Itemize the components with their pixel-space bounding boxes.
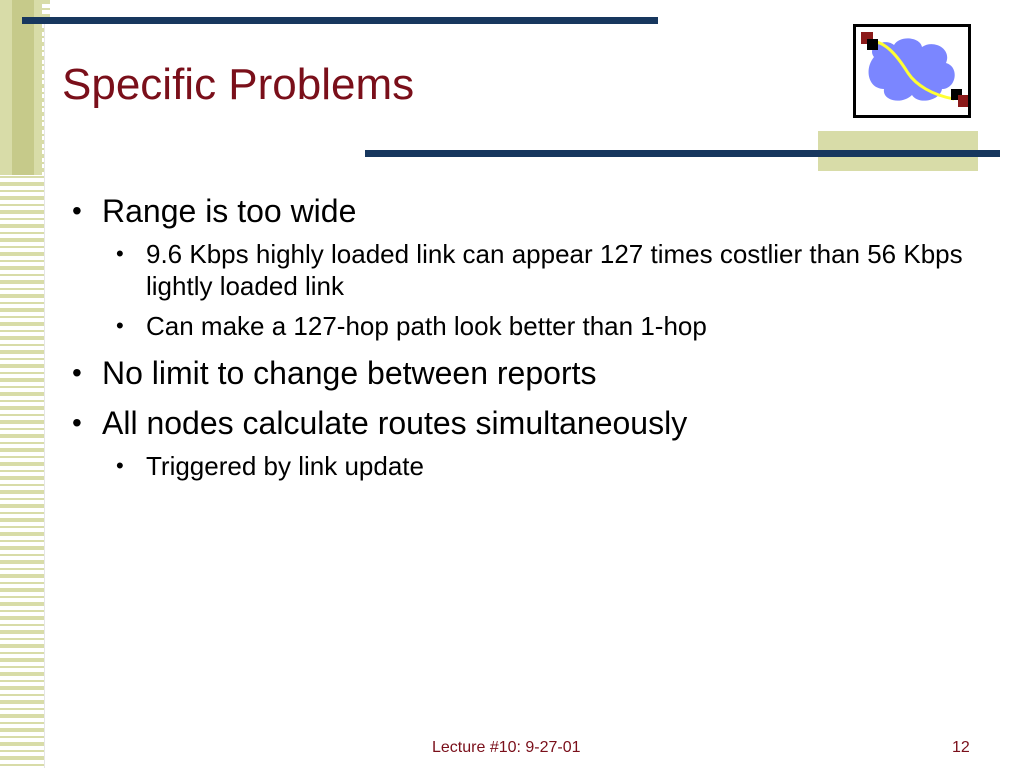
bullet-3 xyxy=(62,404,982,442)
slide-title: Specific Problems xyxy=(62,60,415,109)
left-solid-band-inner xyxy=(12,0,34,175)
bullet-dot-icon: • xyxy=(72,195,82,226)
bullet-dot-icon: • xyxy=(116,241,124,266)
bullet-1 xyxy=(62,192,982,230)
node-red-bottomright xyxy=(958,95,968,107)
sub-bullet-3-1 xyxy=(62,450,982,482)
title-underline-rule xyxy=(365,150,1000,157)
sub-bullet-3-1-text: Triggered by link update xyxy=(146,451,424,481)
logo xyxy=(853,24,971,118)
slide-content xyxy=(62,180,982,482)
node-black-topleft xyxy=(867,39,878,50)
sub-bullet-1-1 xyxy=(62,238,982,302)
vertical-rule xyxy=(44,17,52,768)
bullet-2-text: No limit to change between reports xyxy=(102,355,597,391)
sub-bullet-1-2 xyxy=(62,310,982,342)
bullet-1-text: Range is too wide xyxy=(102,193,357,229)
sub-bullet-1-1-text: 9.6 Kbps highly loaded link can appear 127 times costlier than 56 Kbps lightly loaded link xyxy=(146,239,963,301)
top-rule xyxy=(22,17,658,24)
bullet-dot-icon: • xyxy=(72,357,82,388)
sub-bullet-1-2-text: Can make a 127-hop path look better than 1-hop xyxy=(146,311,707,341)
bullet-dot-icon: • xyxy=(72,407,82,438)
bullet-dot-icon: • xyxy=(116,313,124,338)
footer-lecture: Lecture #10: 9-27-01 xyxy=(432,739,581,756)
footer-page-number: 12 xyxy=(952,739,970,756)
bullet-2 xyxy=(62,354,982,392)
bullet-dot-icon: • xyxy=(116,453,124,478)
network-cloud-icon xyxy=(856,27,968,115)
bullet-3-text: All nodes calculate routes simultaneously xyxy=(102,405,688,441)
